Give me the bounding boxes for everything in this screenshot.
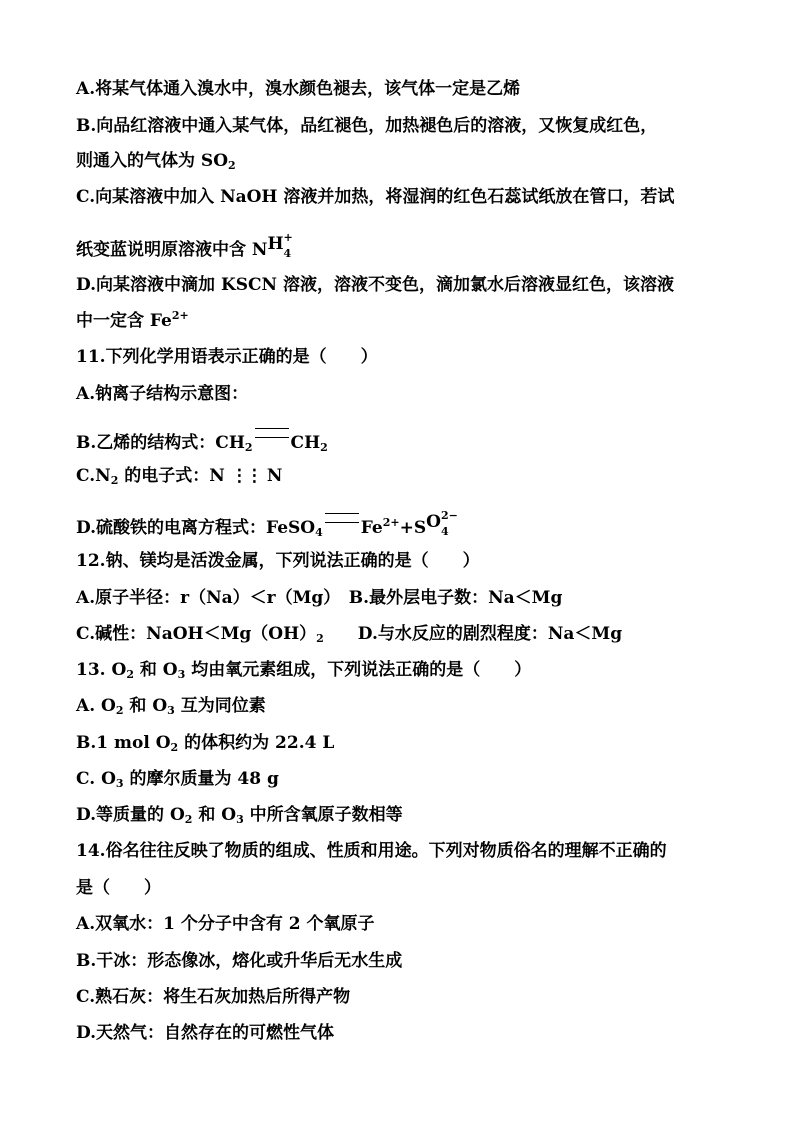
q14-option-a: A.双氧水：1 个分子中含有 2 个氧原子	[76, 914, 375, 934]
triple-bond-dots-icon: ⋮⋮	[230, 466, 261, 486]
q10-option-b-line1: B.向品红溶液中通入某气体，品红褪色，加热褪色后的溶液，又恢复成红色，	[76, 116, 658, 136]
q11-option-d: D.硫酸铁的电离方程式：FeSO$_4$ $Fe^{2+}+SO$ 2− 4	[76, 509, 458, 539]
q13-stem: 13. $O_2$ 和 $O_3$ 均由氧元素组成，下列说法正确的是（ ）	[76, 660, 532, 681]
double-bond-icon	[255, 428, 289, 438]
q14-option-b: B.干冰：形态像冰，熔化或升华后无水生成	[76, 951, 403, 971]
q10-option-b-line2: 则通入的气体为 $SO_2$	[76, 151, 236, 172]
q10-option-c-line1: C.向某溶液中加入 NaOH 溶液并加热，将湿润的红色石蕊试纸放在管口，若试	[76, 187, 675, 207]
q13-option-d: D.等质量的 $O_2$ 和 $O_3$ 中所含氧原子数相等	[76, 805, 403, 826]
q10-option-d-line1: D.向某溶液中滴加 KSCN 溶液，溶液不变色，滴加氯水后溶液显红色，该溶液	[76, 275, 675, 295]
q14-option-c: C.熟石灰：将生石灰加热后所得产物	[76, 987, 351, 1007]
q14-stem-line1: 14.俗名往往反映了物质的组成、性质和用途。下列对物质俗名的理解不正确的	[76, 841, 667, 861]
q13-option-c: C. $O_3$ 的摩尔质量为 48 g	[76, 769, 279, 790]
q14-stem-line2: 是（ ）	[76, 878, 161, 898]
q12-options-ab: A.原子半径：r（Na）＜r（Mg） B.最外层电子数：Na＜Mg	[76, 588, 563, 608]
q13-option-a: A. $O_2$ 和 $O_3$ 互为同位素	[76, 696, 266, 717]
equation-arrow-icon	[325, 513, 359, 523]
q10-option-a: A.将某气体通入溴水中，溴水颜色褪去，该气体一定是乙烯	[76, 79, 521, 99]
q11-option-b: B.乙烯的结构式：$CH_2$ $CH_2$	[76, 428, 754, 454]
q10-option-d-line2: 中一定含 $Fe^{2+}$	[76, 309, 189, 331]
q13-option-b: B.1 mol $O_2$ 的体积约为 22.4 L	[76, 733, 335, 754]
q14-option-d: D.天然气：自然存在的可燃性气体	[76, 1023, 335, 1043]
q11-stem: 11.下列化学用语表示正确的是（ ）	[76, 347, 378, 367]
q10-option-c-line2: 纸变蓝说明原溶液中含 NH + 4	[76, 231, 293, 260]
q12-stem: 12.钠、镁均是活泼金属，下列说法正确的是（ ）	[76, 551, 480, 571]
q11-option-a: A.钠离子结构示意图：	[76, 384, 249, 404]
q11-option-c: $C.N_2$ 的电子式：N ⋮⋮ N	[76, 466, 283, 487]
q12-options-cd: C.碱性：$NaOH<Mg(OH)_2$ D.与水反应的剧烈程度：Na＜Mg	[76, 624, 623, 645]
